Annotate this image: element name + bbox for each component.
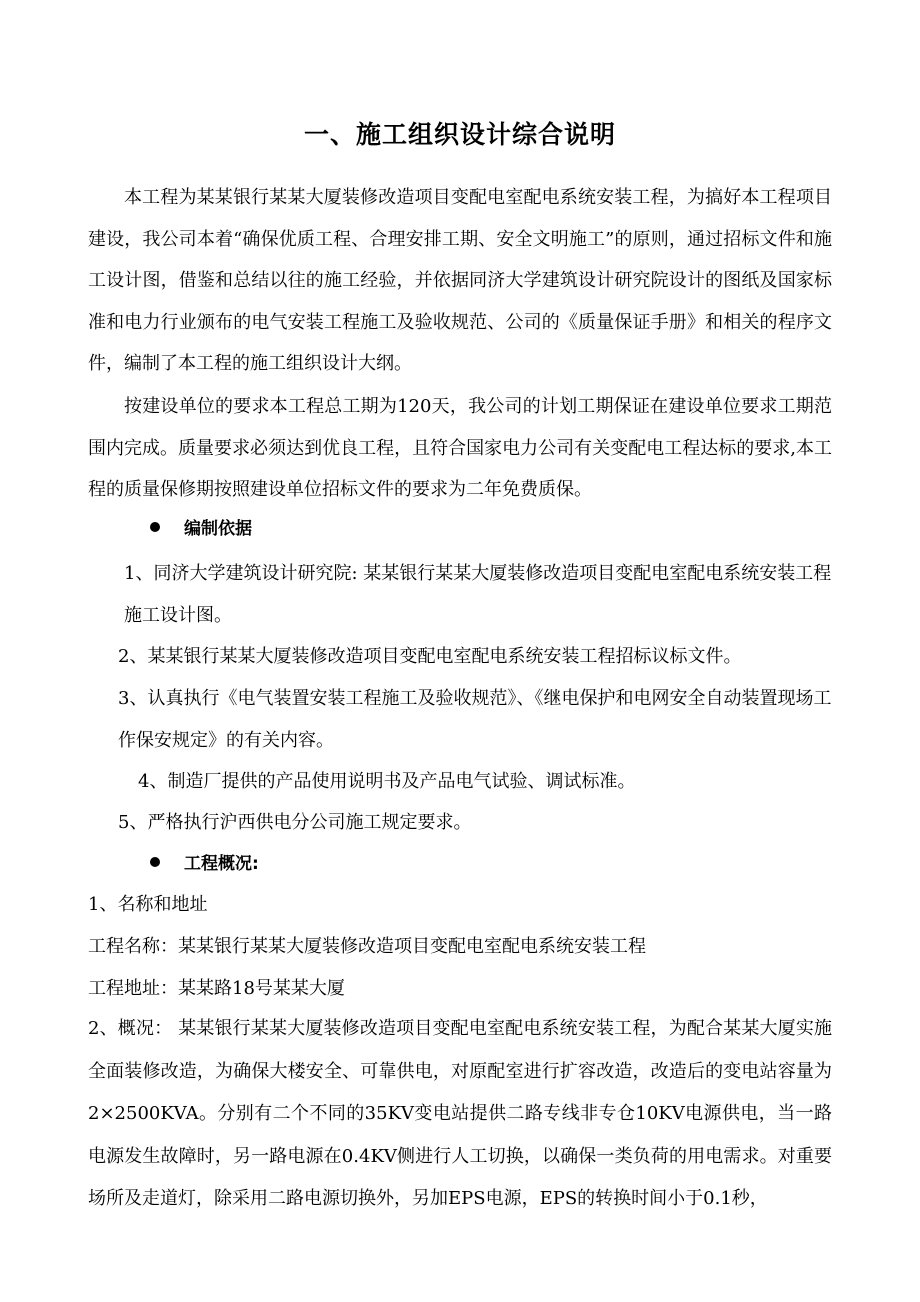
name-address-label: 1、名称和地址 (88, 894, 208, 915)
project-name: 工程名称：某某银行某某大厦装修改造项目变配电室配电系统安装工程 (88, 936, 646, 957)
overview-paragraph: 2、概况： 某某银行某某大厦装修改造项目变配电室配电系统安装工程，为配合某某大厦实施全面装修改造，为确保大楼安全、可靠供电，对原配室进行扩容改造，改造后的变电站容量为2×2500KVA。分别有二个不同的35KV变电站提供二路专线非专仓10KV电源供电，当一路电源发生故障时，另一路电源在0.4KV侧进行人工切换，以确保一类负荷的用电需求。对重要场所及走道灯，除采用二路电源切换外，另加EPS电源，EPS的转换时间小于0.1秒， (88, 1018, 832, 1209)
basis-item-1 (124, 553, 840, 636)
bullet-icon (150, 522, 160, 532)
basis-heading: 编制依据 (184, 519, 252, 539)
basis-item-4: 4、制造厂提供的产品使用说明书及产品电气试验、调试标准。 (138, 771, 636, 792)
project-address: 工程地址：某某路18号某某大厦 (88, 978, 345, 999)
overview-heading-row (150, 849, 259, 879)
page-title: 一、施工组织设计综合说明 (303, 120, 616, 149)
overview-heading: 工程概况: (184, 854, 259, 874)
basis-item-3: 3、认真执行《电气装置安装工程施工及验收规范》、《继电保护和电网安全自动装置现场工作保安规定》的有关内容。 (118, 688, 832, 751)
intro-paragraph-1: 本工程为某某银行某某大厦装修改造项目变配电室配电系统安装工程，为搞好本工程项目建设，我公司本着“确保优质工程、合理安排工期、安全文明施工”的原则，通过招标文件和施工设计图，借鉴和总结以往的施工经验，并依据同济大学建筑设计研究院设计的图纸及国家标准和电力行业颁布的电气安装工程施工及验收规范、公司的《质量保证手册》和相关的程序文件，编制了本工程的施工组织设计大纲。 (88, 187, 832, 374)
basis-item-text: 1、同济大学建筑设计研究院: 某某银行某某大厦装修改造项目变配电室配电系统安装工程施工设计图。 (124, 563, 832, 626)
bullet-icon (150, 857, 160, 867)
basis-heading-row (150, 514, 252, 544)
basis-item-2: 2、某某银行某某大厦装修改造项目变配电室配电系统安装工程招标议标文件。 (118, 646, 742, 667)
basis-item-5: 5、严格执行沪西供电分公司施工规定要求。 (118, 812, 472, 833)
intro-paragraph-2: 按建设单位的要求本工程总工期为120天，我公司的计划工期保证在建设单位要求工期范围内完成。质量要求必须达到优良工程，且符合国家电力公司有关变配电工程达标的要求,本工程的质量保修期按照建设单位招标文件的要求为二年免费质保。 (88, 396, 832, 500)
